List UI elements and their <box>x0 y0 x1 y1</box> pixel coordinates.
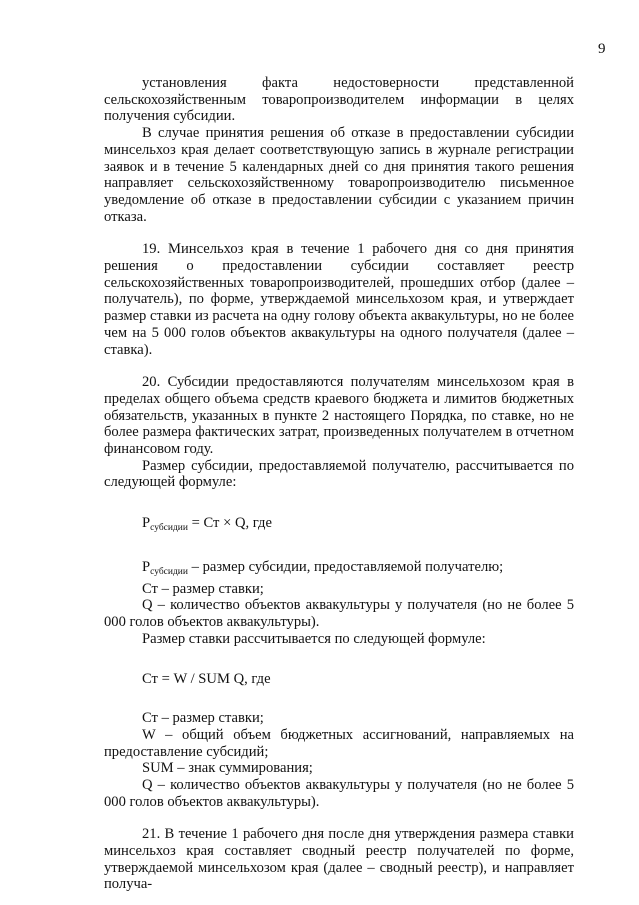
formula-subsidy-expression: = Ст × Q, где <box>187 515 272 532</box>
paragraph-20: 20. Субсидии предоставляются получателям минсельхозом края в пределах общего объема средств краевого бюджета и лимитов бюджетных обязательств, указанных в пункте 2 настоящего Порядка, по ставке, но не более размера фактических затрат, произведенных получателем в отчетном финансовом году. <box>104 374 574 458</box>
paragraph-refusal-ground: установления факта недостоверности представленной сельскохозяйственным товаропроизводителем информации в целях получения субсидии. <box>104 75 574 125</box>
definition-rate: Ст – размер ставки; <box>142 580 264 597</box>
formula-subsidy <box>104 515 574 537</box>
formula-subsidy-subscript: субсидии <box>150 523 188 534</box>
page-number: 9 <box>598 41 606 57</box>
definition-rate-2: Ст – размер ставки; <box>142 710 264 727</box>
definition-quantity: Q – количество объектов аквакультуры у получателя (но не более 5 000 голов объектов аквакультуры). <box>104 597 574 630</box>
document-body <box>104 75 574 893</box>
definition-subsidy <box>104 559 574 581</box>
formula-subsidy-symbol: Р <box>142 515 151 532</box>
paragraph-20-formula-intro: Размер субсидии, предоставляемой получателю, рассчитывается по следующей формуле: <box>104 457 574 491</box>
paragraph-21: 21. В течение 1 рабочего дня после дня утверждения размера ставки минсельхоз края составляет сводный реестр получателей по форме, утверждаемой минсельхозом края (далее – сводный реестр), и направляет получа- <box>104 826 574 893</box>
definition-budget: W – общий объем бюджетных ассигнований, направляемых на предоставление субсидий; <box>104 726 574 760</box>
definition-subsidy-text: – размер субсидии, предоставляемой получателю; <box>187 558 504 575</box>
rate-formula-intro: Размер ставки рассчитывается по следующей формуле: <box>142 630 486 647</box>
definition-quantity-2: Q – количество объектов аквакультуры у получателя (но не более 5 000 голов объектов аквакультуры). <box>104 776 574 810</box>
definition-sum: SUM – знак суммирования; <box>142 760 313 777</box>
paragraph-refusal-notice: В случае принятия решения об отказе в предоставлении субсидии минсельхоз края делает соответствующую запись в журнале регистрации заявок и в течение 5 календарных дней со дня принятия такого решения направляет сельскохозяйственному товаропроизводителю письменное уведомление об отказе в предоставлении субсидии с указанием причин отказа. <box>104 125 574 225</box>
definition-subsidy-symbol: Р <box>142 558 151 575</box>
paragraph-19: 19. Минсельхоз края в течение 1 рабочего дня со дня принятия решения о предоставлении субсидии составляет реестр сельскохозяйственных товаропроизводителей, прошедших отбор (далее – получатель), по форме, утверждаемой минсельхозом края, и утверждает размер ставки из расчета на одну голову объекта аквакультуры, но не более чем на 5 000 голов объектов аквакультуры на одного получателя (далее – ставка). <box>104 241 574 358</box>
definition-subsidy-subscript: субсидии <box>150 566 188 577</box>
formula-rate: Ст = W / SUM Q, где <box>142 671 271 688</box>
